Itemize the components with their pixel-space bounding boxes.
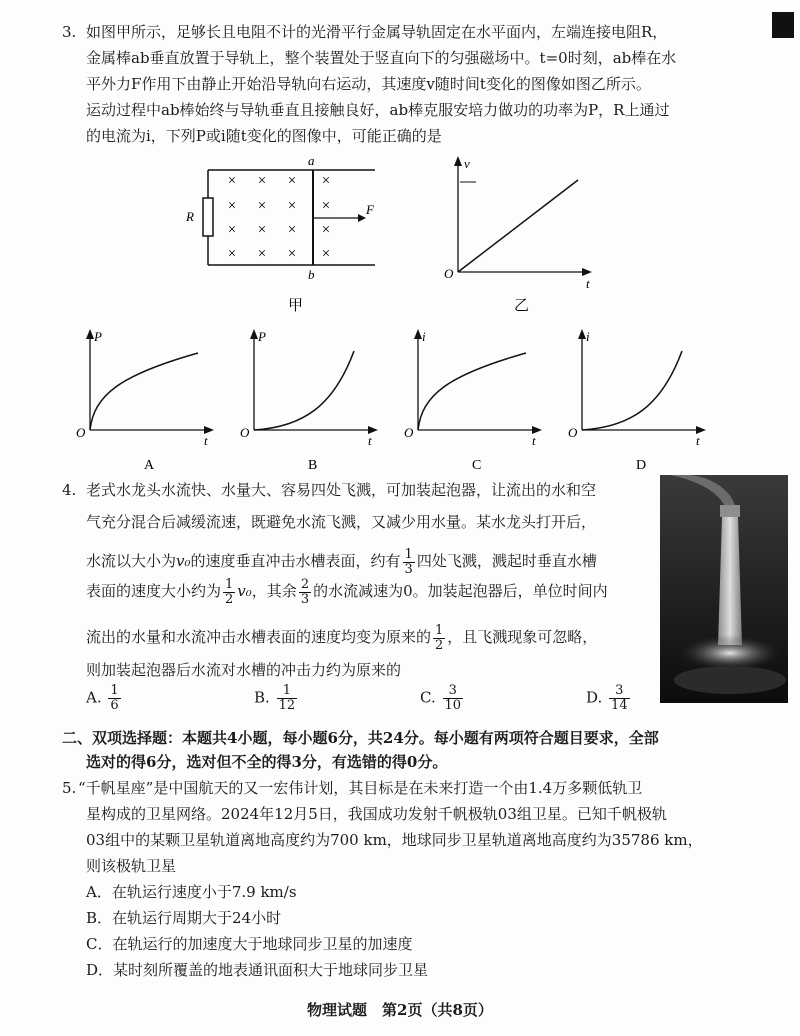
- graph-d-origin: O: [568, 425, 578, 440]
- q4-l4-a: 表面的速度大小约为: [86, 582, 222, 600]
- label-a: a: [308, 153, 315, 168]
- q3-text-line-5: 的电流为i，下列P或i随t变化的图像中，可能正确的是: [86, 127, 442, 145]
- magnetic-field-cross: ×: [287, 222, 297, 238]
- graph-option-b: [234, 325, 384, 475]
- q4-option-b: B. $\frac{1}{12}$: [254, 683, 296, 713]
- faucet-water-photo: [660, 475, 788, 703]
- q4-text-line-4: [86, 576, 608, 607]
- q4-text-line-6: 则加装起泡器后水流对水槽的冲击力约为原来的: [86, 661, 402, 679]
- q5-text-line-3: 03组中的某颗卫星轨道离地高度约为700 km，地球同步卫星轨道离地高度约为35786 km，: [86, 831, 703, 849]
- magnetic-field-cross: ×: [227, 173, 237, 189]
- graph-c-y-label: i: [422, 329, 426, 344]
- q4-l3-a: 水流以大小为: [86, 552, 177, 570]
- q5-text-line-2: 星构成的卫星网络。2024年12月5日，我国成功发射千帆极轨03组卫星。已知千帆极轨: [86, 805, 667, 823]
- magnetic-field-cross: ×: [321, 246, 331, 262]
- q5-text-line-1: “千帆星座”是中国航天的又一宏伟计划，其目标是在未来打造一个由1.4万多颗低轨卫: [78, 779, 643, 797]
- graph-c-letter: C: [472, 458, 482, 473]
- graph-option-d: [562, 325, 712, 475]
- graph-a-x-label: t: [204, 433, 208, 448]
- q5-text-line-4: 则该极轨卫星: [86, 857, 177, 875]
- q4-number: 4.: [62, 481, 77, 499]
- q4-l3-c: 四处飞溅，溅起时垂直水槽: [416, 552, 597, 570]
- magnetic-field-cross: ×: [257, 173, 267, 189]
- fraction-one-half: $\frac{1}{2}$: [225, 576, 234, 607]
- magnetic-field-cross: ×: [287, 173, 297, 189]
- q4-option-c: C. $\frac{3}{10}$: [420, 683, 462, 713]
- fraction-one-half-b: $\frac{1}{2}$: [435, 622, 444, 653]
- q3-text-line-4: 运动过程中ab棒始终与导轨垂直且接触良好，ab棒克服安培力做功的功率为P，R上通过: [86, 101, 670, 119]
- graph-c-origin: O: [404, 425, 414, 440]
- graph-a-letter: A: [144, 458, 155, 473]
- magnetic-field-cross: ×: [257, 198, 267, 214]
- figure-jia-circuit: [180, 152, 380, 317]
- q3-text-line-1: 如图甲所示，足够长且电阻不计的光滑平行金属导轨固定在水平面内，左端连接电阻R，: [86, 23, 668, 41]
- q4-l5-b: ，且飞溅现象可忽略，: [447, 628, 598, 646]
- figure-yi-vt-graph: [440, 152, 600, 317]
- graph-a-y-label: P: [94, 329, 102, 344]
- corner-marker: [772, 12, 794, 38]
- q4-option-d: D. $\frac{3}{14}$: [586, 683, 628, 713]
- origin-label: O: [444, 266, 454, 281]
- magnetic-field-cross: ×: [227, 222, 237, 238]
- axis-label-t: t: [586, 276, 590, 291]
- fraction-one-third: $\frac{1}{3}$: [404, 546, 413, 577]
- magnetic-field-cross: ×: [321, 222, 331, 238]
- q5-option-c: C．在轨运行的加速度大于地球同步卫星的加速度: [86, 935, 413, 953]
- magnetic-field-cross: ×: [287, 198, 297, 214]
- q3-text-line-3: 平外力F作用下由静止开始沿导轨向右运动，其速度v随时间t变化的图像如图乙所示。: [86, 75, 651, 93]
- q4-l4-b: ，其余: [251, 582, 297, 600]
- graph-d-y-label: i: [586, 329, 590, 344]
- graph-b-letter: B: [308, 458, 318, 473]
- q3-number: 3.: [62, 23, 77, 41]
- q4-text-line-3: [86, 546, 597, 577]
- q4-l5-a: 流出的水量和水流冲击水槽表面的速度均变为原来的: [86, 628, 432, 646]
- magnetic-field-cross: ×: [227, 198, 237, 214]
- q5-number: 5.: [62, 779, 77, 797]
- q4-l4-c: 的水流减速为0。加装起泡器后，单位时间内: [313, 582, 608, 600]
- q3-text-line-2: 金属棒ab垂直放置于导轨上，整个装置处于竖直向下的匀强磁场中。t=0时刻，ab棒在水: [86, 49, 677, 67]
- graph-b-x-label: t: [368, 433, 372, 448]
- magnetic-field-cross: ×: [321, 173, 331, 189]
- q4-text-line-1: 老式水龙头水流快、水量大、容易四处飞溅，可加装起泡器，让流出的水和空: [86, 481, 597, 499]
- q4-l3-v0: v₀: [176, 552, 191, 570]
- q4-text-line-2: 气充分混合后减缓流速，既避免水流飞溅，又减少用水量。某水龙头打开后，: [86, 513, 597, 531]
- section-2-header-line-1: 二、双项选择题：本题共4小题，每小题6分，共24分。每小题有两项符合题目要求，全部: [62, 729, 659, 747]
- graph-d-letter: D: [636, 458, 647, 473]
- q5-option-b: B．在轨运行周期大于24小时: [86, 909, 282, 927]
- graph-option-c: [398, 325, 548, 475]
- label-F: F: [366, 202, 374, 217]
- q4-l4-v0: v₀: [237, 582, 252, 600]
- q4-text-line-5: [86, 622, 597, 653]
- graph-option-a: [70, 325, 220, 475]
- magnetic-field-cross: ×: [321, 198, 331, 214]
- label-b: b: [308, 267, 315, 282]
- magnetic-field-cross: ×: [227, 246, 237, 262]
- magnetic-field-cross: ×: [287, 246, 297, 262]
- caption-yi: 乙: [514, 298, 530, 314]
- q5-option-d: D．某时刻所覆盖的地表通讯面积大于地球同步卫星: [86, 961, 429, 979]
- velocity-line: [458, 180, 578, 272]
- section-2-header-line-2: 选对的得6分，选对但不全的得3分，有选错的得0分。: [86, 753, 448, 771]
- graph-b-y-label: P: [258, 329, 266, 344]
- graph-c-x-label: t: [532, 433, 536, 448]
- graph-d-x-label: t: [696, 433, 700, 448]
- caption-jia: 甲: [288, 298, 304, 314]
- graph-a-origin: O: [76, 425, 86, 440]
- resistor-symbol: [203, 198, 213, 236]
- magnetic-field-cross: ×: [257, 246, 267, 262]
- fraction-two-thirds: $\frac{2}{3}$: [300, 576, 310, 607]
- q4-l3-b: 的速度垂直冲击水槽表面，约有: [190, 552, 401, 570]
- q5-option-a: A．在轨运行速度小于7.9 km/s: [86, 883, 297, 901]
- graph-b-origin: O: [240, 425, 250, 440]
- page-footer: 物理试题 第2页（共8页）: [307, 1001, 493, 1019]
- label-R: R: [186, 209, 194, 224]
- magnetic-field-cross: ×: [257, 222, 267, 238]
- axis-label-v: v: [464, 156, 470, 171]
- q4-option-a: A. $\frac{1}{6}$: [86, 683, 119, 713]
